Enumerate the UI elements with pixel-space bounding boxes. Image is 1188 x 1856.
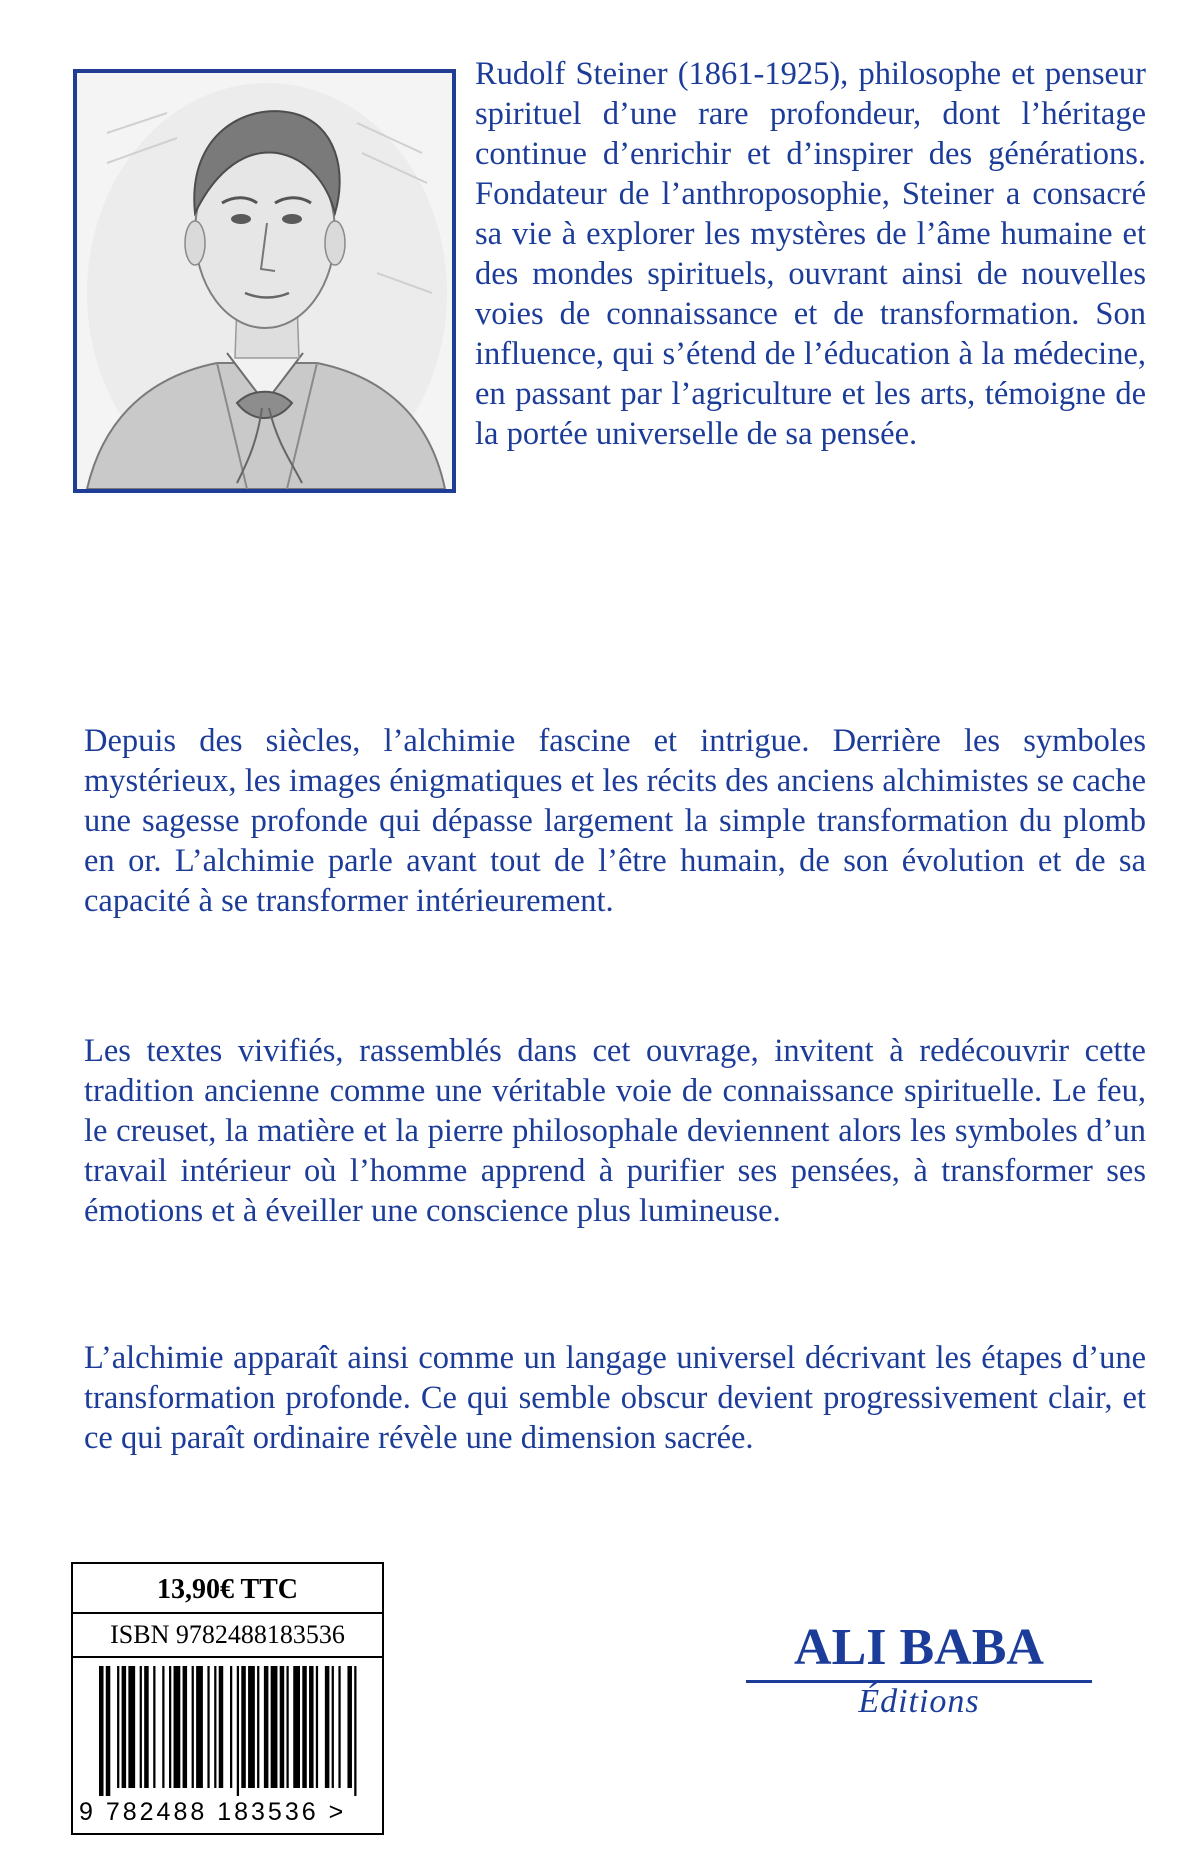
summary-paragraph: Les textes vivifiés, rassemblés dans cet ouvrage, invitent à redécouvrir cette tradition ancienne comme une véritable voie de connaissance spirituelle. Le feu, le creuset, la matière et la pierre philosophale deviennent alors les symboles d’un travail intérieur où l’homme apprend à purifier ses pensées, à transformer ses émotions et à éveiller une conscience plus lumineuse.: [84, 1033, 1146, 1229]
summary-paragraph: L’alchimie apparaît ainsi comme un langage universel décrivant les étapes d’une transformation profonde. Ce qui semble obscur devient progressivement clair, et ce qui paraît ordinaire révèle une dimension sacrée.: [84, 1340, 1146, 1456]
summary-paragraph: Depuis des siècles, l’alchimie fascine et intrigue. Derrière les symboles mystérieux, les images énigmatiques et les récits des anciens alchimistes se cache une sagesse profonde qui dépasse largement la simple transformation du plomb en or. L’alchimie parle avant tout de l’être humain, de son évolution et de sa capacité à se transformer intérieurement.: [84, 723, 1146, 919]
divider: [73, 1612, 382, 1614]
barcode-digits: 9 782488 183536 >: [79, 1798, 347, 1826]
portrait-spacer: [84, 54, 475, 534]
publisher-subtitle: Éditions: [858, 1683, 980, 1720]
author-bio: [84, 54, 1146, 534]
publisher-logo: [746, 1618, 1092, 1738]
author-bio-text: Rudolf Steiner (1861-1925), philosophe et penseur spirituel d’une rare profondeur, dont l’héritage continue d’enrichir et d’inspirer des générations. Fondateur de l’anthroposophie, Steiner a consacré sa vie à explorer les mystères de l’âme humaine et des mondes spirituels, ouvrant ainsi de nouvelles voies de connaissance et de transformation. Son influence, qui s’étend de l’éducation à la médecine, en passant par l’agriculture et les arts, témoigne de la portée universelle de sa pensée.: [475, 56, 1146, 452]
publisher-name: ALI BABA: [794, 1619, 1044, 1676]
divider: [73, 1656, 382, 1658]
barcode-box: [71, 1562, 384, 1835]
barcode-icon: [99, 1666, 361, 1796]
barcode-bars: [99, 1666, 361, 1796]
price-label: 13,90€ TTC: [156, 1574, 299, 1605]
isbn-label: ISBN 9782488183536: [110, 1620, 345, 1649]
